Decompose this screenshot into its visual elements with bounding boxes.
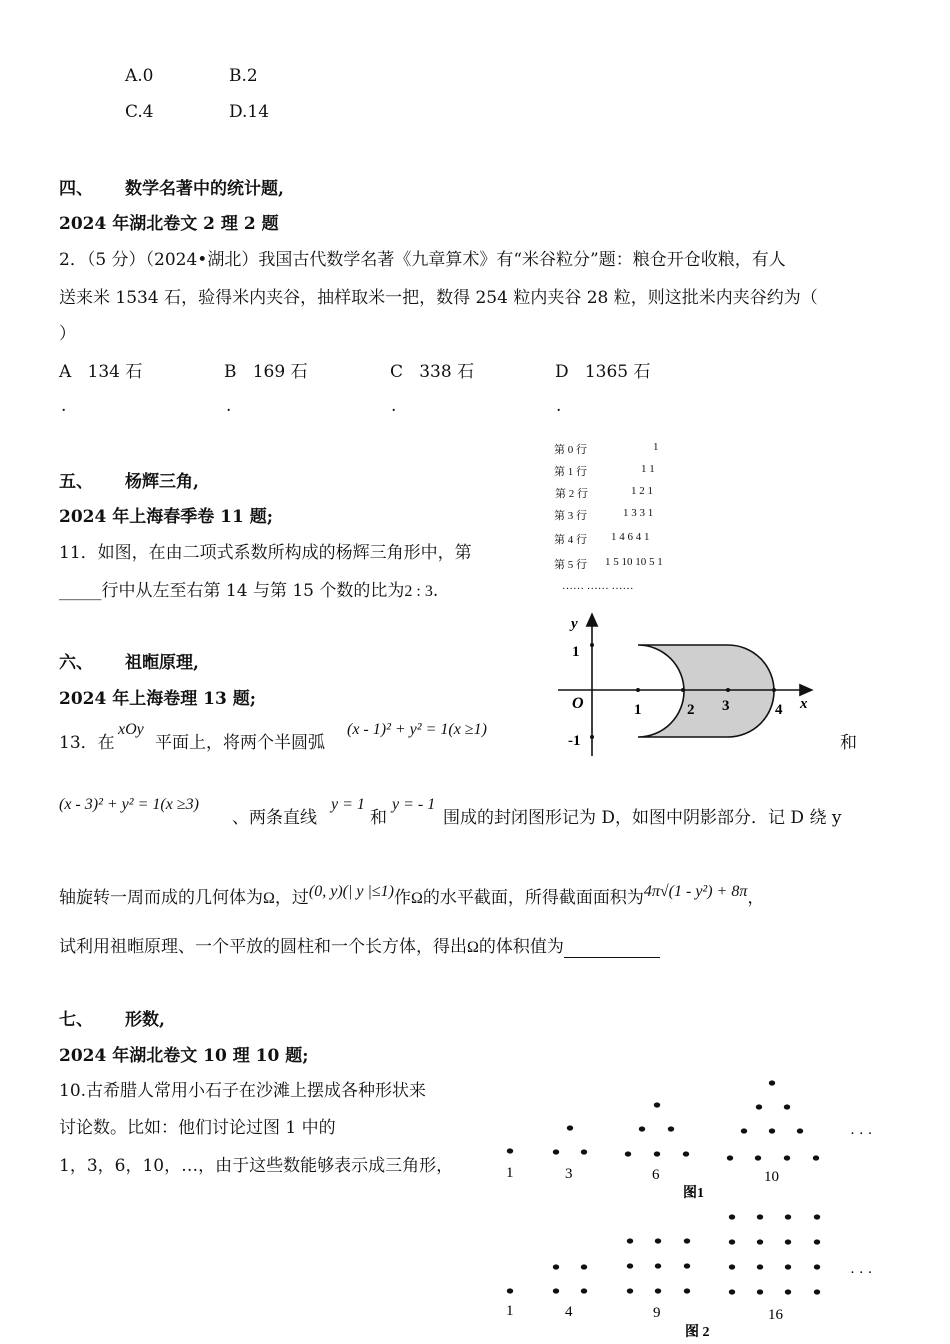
- triangle-row-label: 第 5 行: [554, 559, 587, 571]
- y-axis-label: y: [571, 616, 578, 632]
- fig2-ellipsis: · · ·: [850, 1265, 873, 1281]
- x-tick-4: 4: [775, 702, 783, 718]
- s5-question-line1: 11．如图，在由二项式系数所构成的杨辉三角形中，第: [59, 543, 472, 563]
- triangle-row-nums: 1 5 10 10 5 1: [605, 556, 663, 568]
- s4-question-line1: 2．（5 分）（2024•湖北）我国古代数学名著《九章算术》有“米谷粒分”题：粮仓开仓收粮，有人: [59, 250, 786, 270]
- option-d: D.14: [229, 102, 270, 122]
- option-a: A.0: [125, 66, 154, 86]
- ratio: 2 : 3: [404, 583, 433, 600]
- s6-question-mid: 平面上，将两个半圆弧: [155, 733, 325, 753]
- fig1-n4: 10: [764, 1169, 779, 1185]
- s6-heading-title: 祖暅原理,: [125, 653, 199, 673]
- x-tick-3: 3: [722, 698, 730, 714]
- s6-heading-num: 六、: [59, 653, 93, 673]
- triangle-row-nums: 1: [653, 441, 659, 453]
- triangle-row-nums: 1 1: [641, 463, 655, 475]
- omega-symbol: Ω: [263, 890, 275, 907]
- triangle-ellipsis: …… …… ……: [562, 580, 634, 592]
- s4-option-a: A 134 石: [59, 362, 143, 382]
- omega-symbol: Ω: [410, 890, 423, 907]
- s6-line2-b: 围成的封闭图形记为 D，如图中阴影部分．记 D 绕 y: [443, 808, 842, 828]
- s6-line2-a: 、两条直线: [232, 808, 317, 828]
- point-y1: [590, 643, 594, 647]
- arc1-formula: (x - 1)² + y² = 1(x ≥1): [347, 721, 487, 738]
- fig1-n2: 3: [565, 1166, 573, 1182]
- volume-answer-blank[interactable]: [564, 937, 660, 958]
- line-y1: y = 1: [331, 796, 365, 813]
- s5-source: 2024 年上海春季卷 11 题;: [59, 507, 274, 527]
- s6-and: 和: [840, 733, 857, 753]
- fig1-caption: 图1: [683, 1186, 704, 1201]
- s6-question-pre: 13．在: [59, 733, 115, 753]
- s4-option-b-dot: .: [226, 396, 232, 416]
- area-formula: 4π√(1 - y²) + 8π: [643, 883, 748, 900]
- origin-label: O: [572, 695, 584, 712]
- line-ym1: y = - 1: [392, 796, 436, 813]
- point-x2: [681, 688, 685, 692]
- x-tick-2: 2: [687, 702, 695, 718]
- point-x1: [636, 688, 640, 692]
- fig2-caption: 图 2: [685, 1325, 710, 1340]
- s6-line2-and: 和: [370, 808, 387, 828]
- s6-line4: 试利用祖暅原理、一个平放的圆柱和一个长方体，得出Ω的体积值为: [59, 932, 660, 958]
- y-tick-minus1: -1: [568, 733, 581, 749]
- s4-option-c: C 338 石: [390, 362, 475, 382]
- triangle-row-nums: 1 4 6 4 1: [611, 531, 650, 543]
- answer-blank[interactable]: _____: [59, 581, 102, 601]
- fig2-n2: 4: [565, 1304, 573, 1320]
- shaded-region-graph: [550, 610, 830, 765]
- s7-heading-title: 形数,: [125, 1010, 165, 1030]
- s5-heading-num: 五、: [59, 472, 93, 492]
- fig2-n4: 16: [768, 1307, 783, 1323]
- triangle-row-label: 第 4 行: [554, 534, 587, 546]
- option-c: C.4: [125, 102, 154, 122]
- triangle-row-label: 第 1 行: [554, 466, 587, 478]
- xoy-label: xOy: [118, 721, 144, 738]
- triangle-row-nums: 1 3 3 1: [623, 507, 654, 519]
- fig1-n1: 1: [506, 1165, 514, 1181]
- figure-2-square: [490, 1205, 910, 1344]
- s4-option-a-dot: .: [61, 396, 67, 416]
- fig1-ellipsis: · · ·: [850, 1126, 873, 1142]
- fig1-n3: 6: [652, 1167, 660, 1183]
- s4-question-line2: 送来米 1534 石，验得米内夹谷，抽样取米一把，数得 254 粒内夹谷 28 粒，则这批米内夹谷约为（: [59, 288, 818, 308]
- point-x4: [772, 688, 776, 692]
- s7-source: 2024 年湖北卷文 10 理 10 题;: [59, 1046, 309, 1066]
- x-tick-1: 1: [634, 702, 642, 718]
- s4-option-c-dot: .: [391, 396, 397, 416]
- x-axis-label: x: [800, 696, 808, 712]
- s4-heading-title: 数学名著中的统计题,: [125, 179, 284, 199]
- s7-question-line2: 讨论数。比如：他们讨论过图 1 中的: [59, 1118, 336, 1138]
- fig2-n3: 9: [653, 1305, 661, 1321]
- s4-option-d-dot: .: [556, 396, 562, 416]
- s4-heading-num: 四、: [59, 179, 93, 199]
- triangle-row-nums: 1 2 1: [631, 485, 653, 497]
- s7-question-line3: 1，3，6，10，…，由于这些数能够表示成三角形，: [59, 1156, 454, 1176]
- point-formula: (0, y)(| y |≤1): [308, 883, 394, 900]
- s4-option-d: D 1365 石: [555, 362, 651, 382]
- s6-source: 2024 年上海卷理 13 题;: [59, 689, 257, 709]
- y-tick-1: 1: [572, 644, 580, 660]
- s4-source: 2024 年湖北卷文 2 理 2 题: [59, 214, 279, 234]
- arc2-formula: (x - 3)² + y² = 1(x ≥3): [59, 796, 199, 813]
- shaded-region-d: [638, 645, 774, 737]
- triangle-row-label: 第 2 行: [555, 488, 588, 500]
- triangle-row-label: 第 0 行: [554, 444, 587, 456]
- s6-line3: 轴旋转一周而成的几何体为Ω，过(0, y)(| y |≤1)作Ω的水平截面，所得截面面积为4π√(1 - y²) + 8π，: [59, 883, 765, 908]
- omega-symbol: Ω: [467, 939, 479, 956]
- s4-question-line3: ）: [59, 324, 76, 344]
- s5-heading-title: 杨辉三角,: [125, 472, 199, 492]
- fig2-n1: 1: [506, 1303, 514, 1319]
- point-ym1: [590, 735, 594, 739]
- s7-heading-num: 七、: [59, 1010, 93, 1030]
- s5-question-line2: _____行中从左至右第 14 与第 15 个数的比为2 : 3.: [59, 581, 439, 601]
- point-x3: [726, 688, 730, 692]
- option-b: B.2: [229, 66, 258, 86]
- s4-option-b: B 169 石: [224, 362, 308, 382]
- s7-question-line1: 10.古希腊人常用小石子在沙滩上摆成各种形状来: [59, 1081, 427, 1101]
- figure-1-triangular: [490, 1070, 910, 1210]
- triangle-row-label: 第 3 行: [554, 510, 587, 522]
